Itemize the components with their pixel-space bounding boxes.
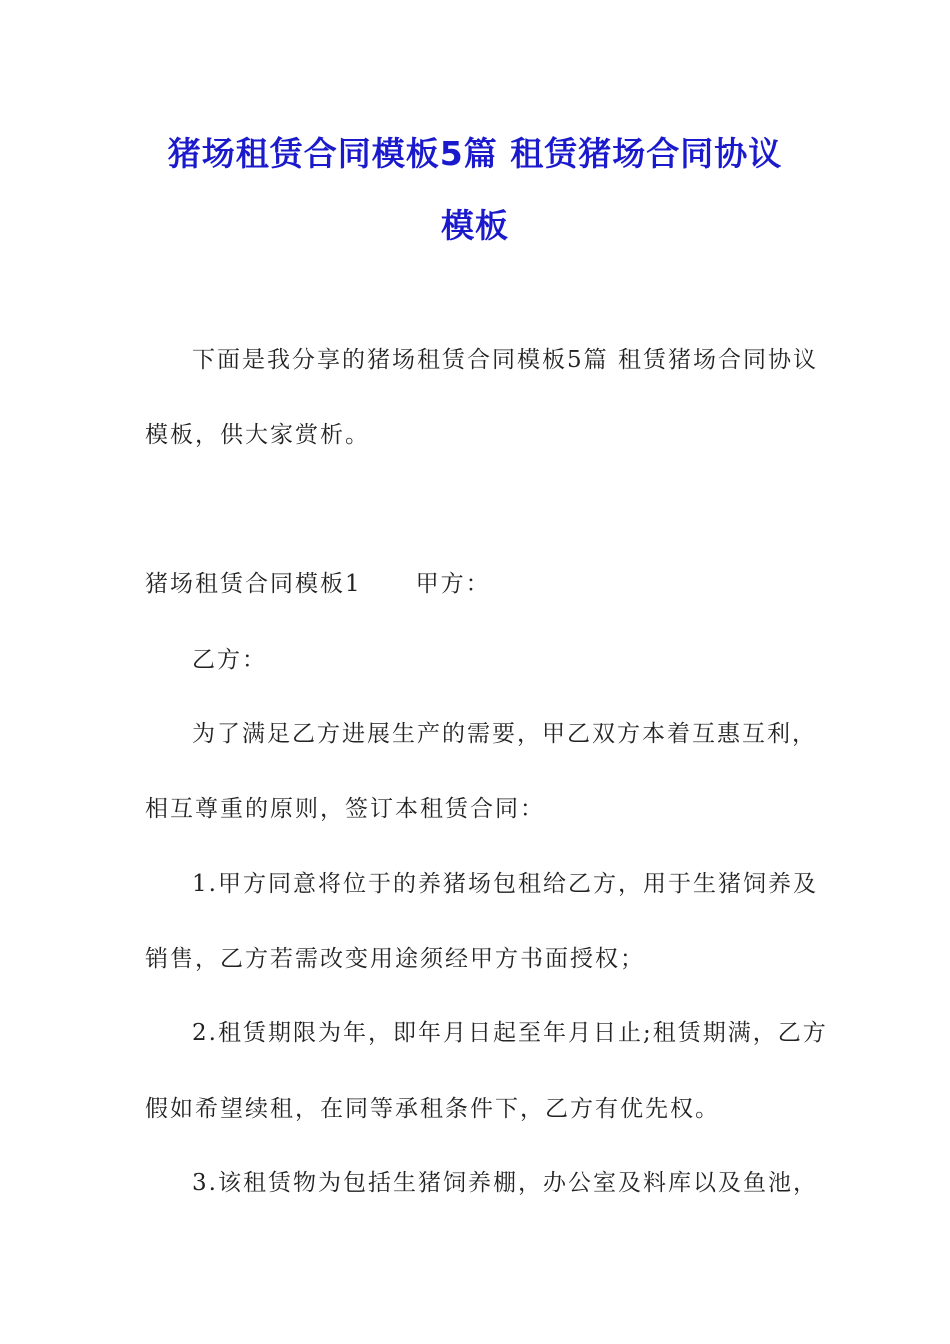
paragraph-1-line-1: 为了满足乙方进展生产的需要，甲乙双方本着互惠互利， (192, 721, 817, 747)
clause-1-line-2: 销售，乙方若需改变用途须经甲方书面授权； (145, 946, 645, 972)
document-title-line-2: 模板 (441, 206, 509, 245)
intro-line-1: 下面是我分享的猪场租赁合同模板5篇 租赁猪场合同协议 (192, 347, 818, 373)
section-heading: 猪场租赁合同模板1 (145, 571, 362, 597)
clause-2-line-1: 2.租赁期限为年，即年月日起至年月日止;租赁期满，乙方 (192, 1020, 828, 1046)
paragraph-1-line-2: 相互尊重的原则，签订本租赁合同： (145, 796, 545, 822)
intro-line-2: 模板，供大家赏析。 (145, 422, 370, 448)
clause-1-line-1: 1.甲方同意将位于的养猪场包租给乙方，用于生猪饲养及 (192, 871, 818, 897)
document-title-line-1: 猪场租赁合同模板5篇 租赁猪场合同协议 (167, 134, 783, 173)
clause-3-line-1: 3.该租赁物为包括生猪饲养棚，办公室及料库以及鱼池， (192, 1170, 818, 1196)
party-a-label: 甲方： (415, 571, 491, 597)
section-heading-row (145, 568, 491, 600)
clause-2-line-2: 假如希望续租，在同等承租条件下，乙方有优先权。 (145, 1096, 720, 1122)
party-b-label: 乙方： (192, 647, 267, 673)
